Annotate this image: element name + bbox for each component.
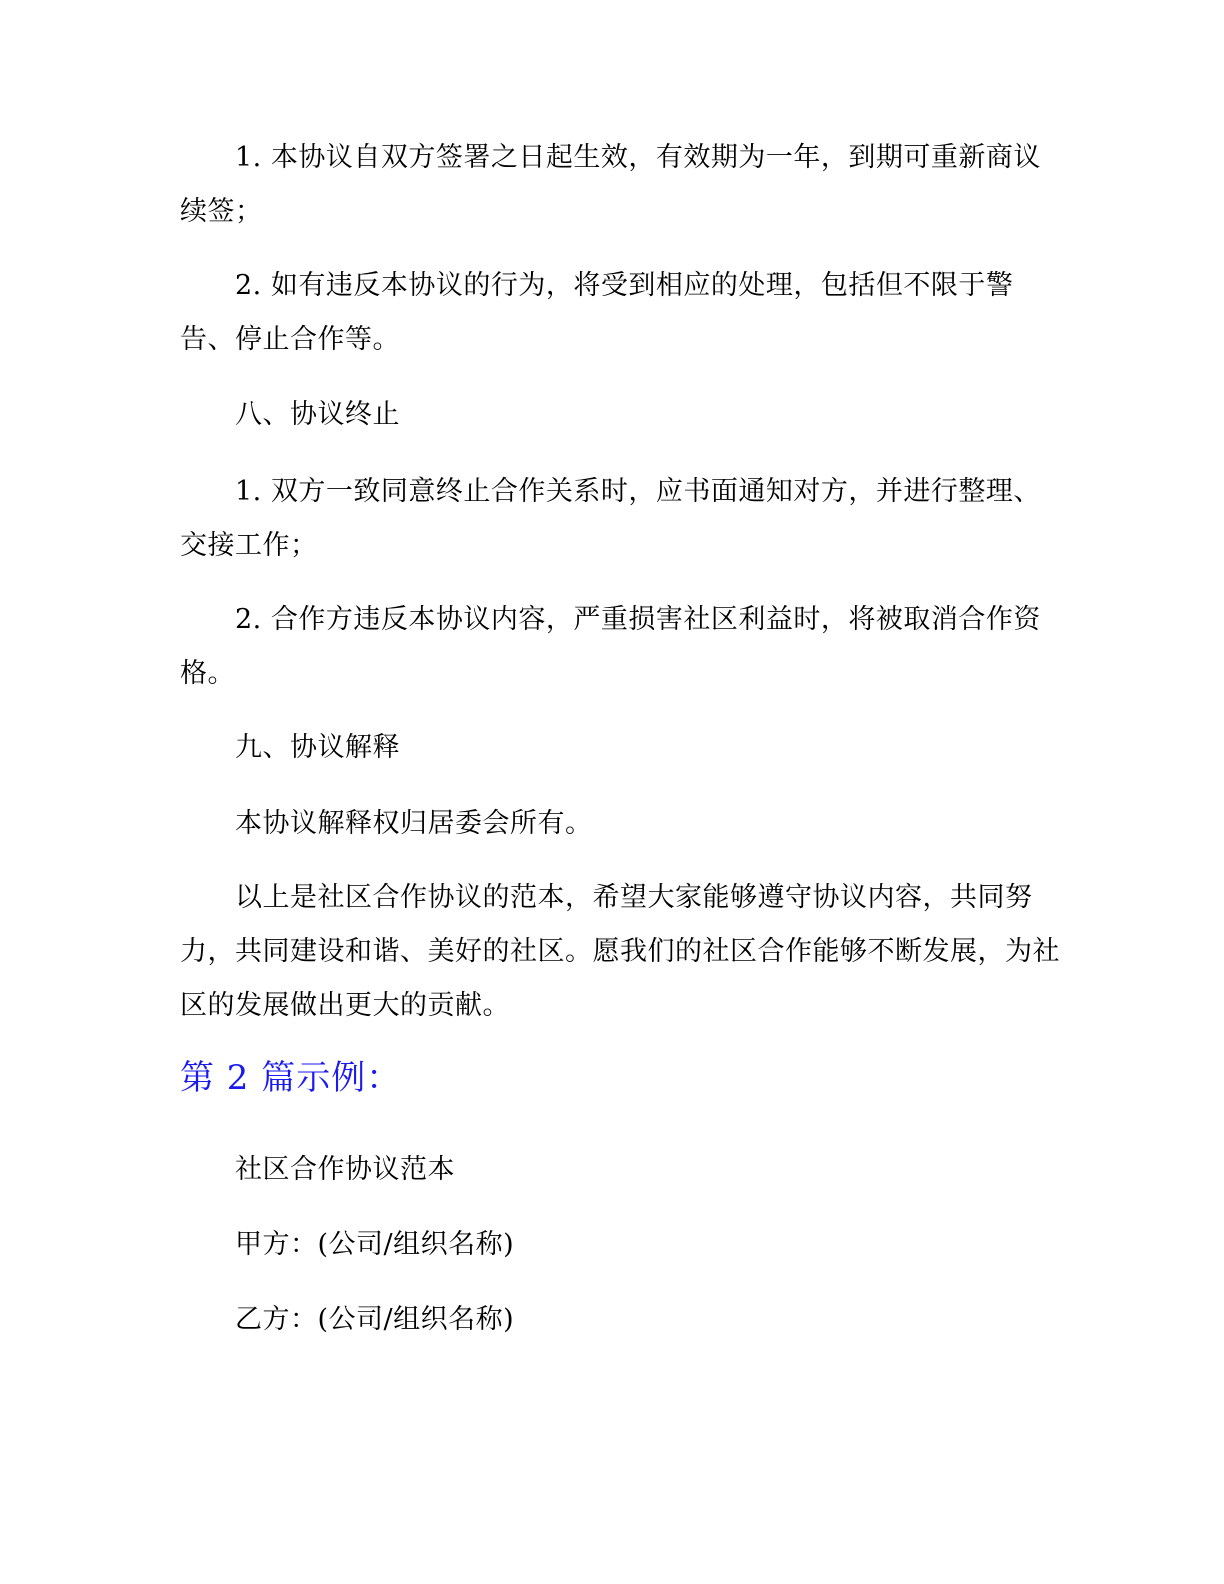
- paragraph-violation-handling: 2. 如有违反本协议的行为，将受到相应的处理，包括但不限于警告、停止合作等。: [180, 270, 1014, 355]
- section-heading-example-2: 第 2 篇示例：: [180, 1058, 402, 1098]
- paragraph-interpretation-right: 本协议解释权归居委会所有。: [235, 808, 593, 839]
- paragraph-closing: 以上是社区合作协议的范本，希望大家能够遵守协议内容，共同努力，共同建设和谐、美好的社区。愿我们的社区合作能够不断发展，为社区的发展做出更大的贡献。: [180, 882, 1060, 1021]
- party-b-line: 乙方：(公司/组织名称): [235, 1304, 515, 1335]
- document-title: 社区合作协议范本: [235, 1154, 455, 1185]
- party-a-line: 甲方：(公司/组织名称): [235, 1229, 515, 1260]
- section-title-interpretation: 九、协议解释: [235, 732, 400, 763]
- paragraph-effective-date: 1. 本协议自双方签署之日起生效，有效期为一年，到期可重新商议续签；: [180, 142, 1041, 227]
- paragraph-mutual-termination: 1. 双方一致同意终止合作关系时，应书面通知对方，并进行整理、交接工作；: [180, 476, 1041, 561]
- paragraph-disqualification: 2. 合作方违反本协议内容，严重损害社区利益时，将被取消合作资格。: [180, 604, 1041, 689]
- section-title-termination: 八、协议终止: [235, 399, 400, 430]
